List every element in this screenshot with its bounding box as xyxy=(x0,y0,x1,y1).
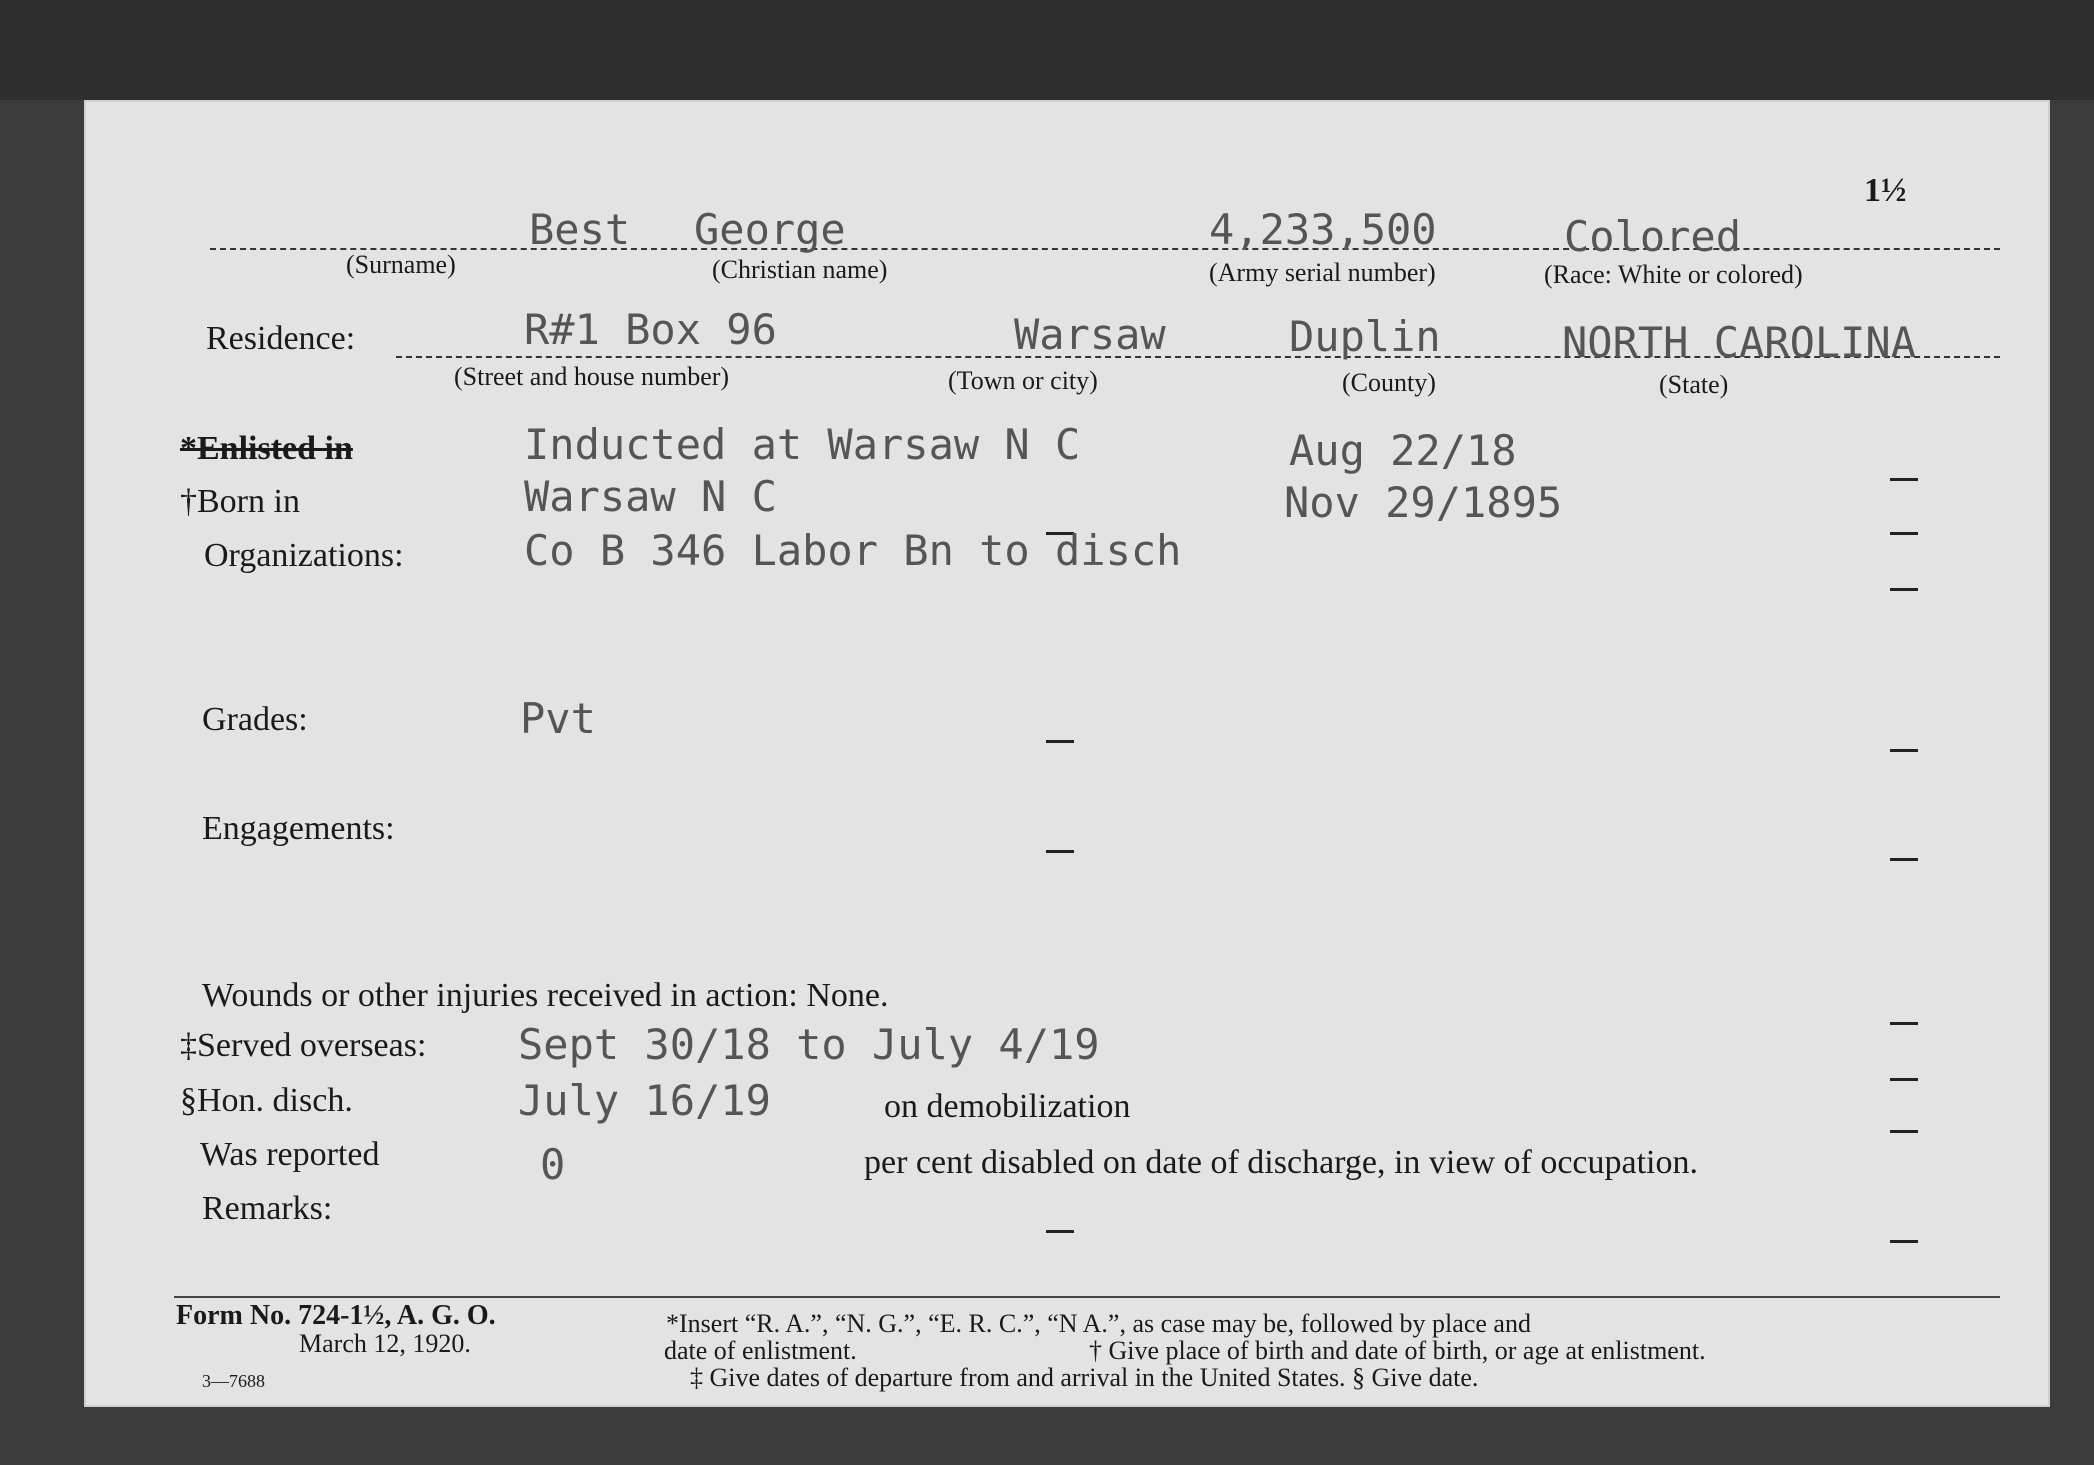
hon-discharge-label: §Hon. disch. xyxy=(180,1082,353,1119)
enlisted-blank-dash xyxy=(1890,478,1918,481)
born-date: Nov 29/1895 xyxy=(1284,478,1563,527)
town-value: Warsaw xyxy=(1014,310,1166,359)
surname-value: Best xyxy=(529,205,631,254)
hon-discharge-suffix: on demobilization xyxy=(884,1088,1131,1125)
born-value: Warsaw N C xyxy=(524,472,777,521)
state-label: (State) xyxy=(1659,370,1729,399)
christian-name-value: George xyxy=(694,205,846,254)
form-date: March 12, 1920. xyxy=(299,1329,471,1358)
organizations-value: Co B 346 Labor Bn to disch xyxy=(524,526,1182,575)
served-overseas-value: Sept 30/18 to July 4/19 xyxy=(518,1020,1100,1069)
grades-mid-dash xyxy=(1046,740,1074,743)
race-label: (Race: White or colored) xyxy=(1544,260,1803,289)
enlisted-label: *Enlisted in xyxy=(180,430,353,467)
organizations-label: Organizations: xyxy=(204,537,404,574)
footnote-enlistment: *Insert “R. A.”, “N. G.”, “E. R. C.”, “N A.”, as case may be, followed by place and xyxy=(666,1309,1531,1338)
draft-service-card xyxy=(84,100,2050,1407)
race-value: Colored xyxy=(1564,212,1742,261)
disability-statement: per cent disabled on date of discharge, in view of occupation. xyxy=(864,1144,1698,1181)
scan-background xyxy=(0,0,2094,100)
engagements-label: Engagements: xyxy=(202,810,395,847)
residence-label: Residence: xyxy=(206,320,356,357)
footnote-birth: † Give place of birth and date of birth, or age at enlistment. xyxy=(1089,1336,1706,1365)
county-label: (County) xyxy=(1342,368,1436,397)
footnote-overseas: ‡ Give dates of departure from and arrival in the United States. § Give date. xyxy=(690,1363,1479,1392)
county-value: Duplin xyxy=(1289,312,1441,361)
engagements-mid-dash xyxy=(1046,850,1074,853)
christian-name-label: (Christian name) xyxy=(712,255,888,284)
remarks-blank-dash xyxy=(1890,1240,1918,1243)
card-number: 1½ xyxy=(1864,172,1907,209)
street-value: R#1 Box 96 xyxy=(524,305,777,354)
serial-number-value: 4,233,500 xyxy=(1209,205,1437,254)
overseas-dash-2 xyxy=(1890,1078,1918,1081)
town-label: (Town or city) xyxy=(948,366,1098,395)
discharge-blank-dash xyxy=(1890,1130,1918,1133)
street-label: (Street and house number) xyxy=(454,362,730,391)
remarks-label: Remarks: xyxy=(202,1190,333,1227)
born-label: †Born in xyxy=(180,483,300,520)
served-overseas-label: ‡Served overseas: xyxy=(180,1027,427,1064)
wounds-statement: Wounds or other injuries received in action: None. xyxy=(202,977,889,1014)
remarks-mid-dash xyxy=(1046,1230,1074,1233)
enlisted-date: Aug 22/18 xyxy=(1289,426,1517,475)
was-reported-label: Was reported xyxy=(200,1136,380,1173)
footer-rule xyxy=(174,1296,2000,1298)
enlisted-value: Inducted at Warsaw N C xyxy=(524,420,1081,469)
serial-number-label: (Army serial number) xyxy=(1209,258,1436,287)
grades-label: Grades: xyxy=(202,701,308,738)
hon-discharge-date: July 16/19 xyxy=(518,1076,771,1125)
footnote-enlistment-cont: date of enlistment. xyxy=(664,1336,857,1365)
overseas-dash-1 xyxy=(1890,1022,1918,1025)
disability-percent: 0 xyxy=(540,1140,566,1189)
grades-value: Pvt xyxy=(520,694,596,743)
organizations-blank-dash xyxy=(1890,588,1918,591)
state-value: NORTH CAROLINA xyxy=(1562,318,1917,367)
form-number: Form No. 724-1½, A. G. O. xyxy=(176,1300,496,1331)
grades-blank-dash xyxy=(1890,749,1918,752)
print-code: 3—7688 xyxy=(202,1371,265,1391)
engagements-blank-dash xyxy=(1890,858,1918,861)
born-blank-dash xyxy=(1890,532,1918,535)
surname-label: (Surname) xyxy=(346,250,456,279)
